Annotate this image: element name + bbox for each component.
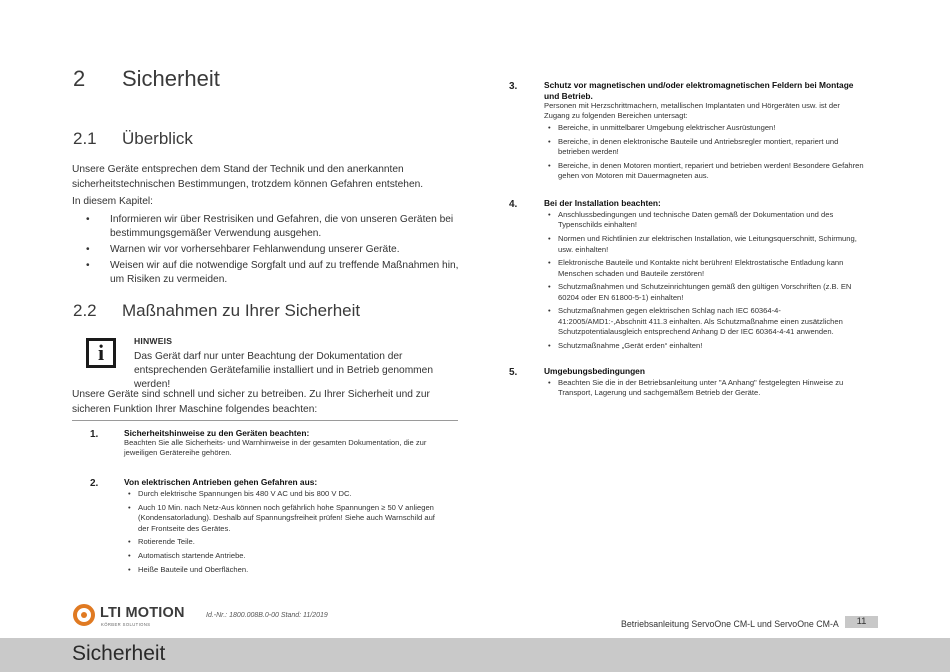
section-2-1-intro: Unsere Geräte entsprechen dem Stand der Technik und den anerkannten sicherheitstechnischen Bestimmungen, trotzdem können Gefahren entstehen. (72, 164, 424, 190)
step-list-4 (544, 210, 864, 355)
step-number-2: 2. (90, 478, 99, 489)
document-id: Id.-Nr.: 1800.008B.0-00 Stand: 11/2019 (206, 612, 328, 619)
list-item: • Weisen wir auf die notwendige Sorgfalt und auf zu treffende Maßnahmen hin, um Risiken zu vermeiden. (86, 260, 459, 286)
step-number-5: 5. (509, 367, 518, 378)
manual-title: Betriebsanleitung ServoOne CM-L und ServoOne CM-A (621, 619, 839, 629)
note-title: HINWEIS (134, 336, 173, 346)
page-number: 11 (845, 616, 878, 628)
list-item: • Automatisch startende Antriebe. (128, 550, 246, 560)
info-icon: i (86, 338, 116, 368)
list-item: • Schutzmaßnahmen und Schutzeinrichtungen gemäß den gültigen Vorschriften (z.B. EN 60204 oder EN 61800-5-1) einhalten! (548, 282, 852, 302)
list-item: • Auch 10 Min. nach Netz-Aus können noch gefährlich hohe Spannungen ≥ 50 V anliegen (Kondensatorladung). Deshalb auf Spannungsfreiheit prüfen! Siehe auch Warnschild auf der Frontseite des Gerätes. (128, 502, 435, 533)
logo-name: LTI MOTION (100, 605, 185, 621)
list-item: • Bereiche, in denen elektronische Bauteile und Antriebsregler montiert, repariert und betrieben werden! (548, 136, 839, 157)
step-list-2 (124, 489, 444, 578)
step-text-1: Beachten Sie alle Sicherheits- und Warnhinweise in der gesamten Dokumentation, die zur jeweiligen Gerätereihe gehören. (124, 438, 427, 458)
step-title-1: Sicherheitshinweise zu den Geräten beachten: (124, 428, 310, 438)
list-item: • Warnen wir vor vorhersehbarer Fehlanwendung unserer Geräte. (86, 244, 400, 256)
list-item: • Schutzmaßnahmen gegen elektrischen Schlag nach IEC 60364-4-41:2005/AMD1:-,Abschnitt 411.3 einhalten. Als Schutzmaßnahme einen zusätzlichen Schutzpotentialausgleich entsprechend Anhang D der IEC 60364-4-41 anwenden. (548, 306, 843, 337)
step-title-5: Umgebungsbedingungen (544, 366, 645, 376)
list-item: • Bereiche, in denen Motoren montiert, repariert und betrieben werden! Besondere Gefahren gehen von Motoren mit Dauermagneten aus. (548, 160, 864, 181)
step-number-4: 4. (509, 199, 518, 210)
note-text: Das Gerät darf nur unter Beachtung der Dokumentation der entsprechenden Gerätefamilie installiert und in Betrieb genommen werden! (134, 351, 434, 390)
section-title-2-2: Maßnahmen zu Ihrer Sicherheit (122, 301, 361, 320)
logo-ring-icon (73, 604, 95, 626)
step-title-3: Schutz vor magnetischen und/oder elektromagnetischen Feldern bei Montage und Betrieb. (544, 80, 854, 101)
step-title-4: Bei der Installation beachten: (544, 198, 661, 208)
section-2-2-intro: Unsere Geräte sind schnell und sicher zu betreiben. Zu Ihrer Sicherheit und zur sicheren Funktion Ihrer Maschine folgendes beachten: (72, 389, 430, 415)
logo-subtitle: KÖRBER SOLUTIONS (101, 622, 151, 627)
step-number-1: 1. (90, 429, 99, 440)
list-item: • Heiße Bauteile und Oberflächen. (128, 564, 249, 574)
chapter-number: 2 (73, 66, 86, 91)
list-item: • Beachten Sie die in der Betriebsanleitung unter "A Anhang" festgelegten Hinweise zu Transport, Lagerung und sachgemäßem Betrieb der Geräte. (548, 378, 844, 398)
list-item: • Informieren wir über Restrisiken und Gefahren, die von unseren Geräten bei bestimmungsgemäßer Verwendung ausgehen. (86, 214, 454, 239)
step-title-2: Von elektrischen Antrieben gehen Gefahren aus: (124, 477, 318, 487)
list-item: • Normen und Richtlinien zur elektrischen Installation, wie Leitungsquerschnitt, Schirmung, usw. einhalten! (548, 234, 857, 254)
footer-section-title: Sicherheit (72, 642, 166, 665)
step-list-5 (544, 378, 864, 402)
list-item: • Schutzmaßnahme „Gerät erden“ einhalten! (548, 340, 703, 350)
list-item: • Elektronische Bauteile und Kontakte nicht berühren! Elektrostatische Entladung kann Menschen schaden und Bauteile zerstören! (548, 258, 844, 278)
step-number-3: 3. (509, 81, 518, 92)
section-number-2-2: 2.2 (73, 301, 97, 320)
chapter-title: Sicherheit (122, 66, 220, 91)
list-item: • Rotierende Teile. (128, 537, 195, 547)
section-title-2-1: Überblick (122, 129, 193, 148)
step-list-3 (544, 123, 864, 185)
step-text-3: Personen mit Herzschrittmachern, metallischen Implantaten und Hörgeräten usw. ist der Zugang zu folgenden Bereichen untersagt: (544, 101, 840, 121)
list-item: • Durch elektrische Spannungen bis 480 V AC und bis 800 V DC. (128, 489, 352, 498)
section-number-2-1: 2.1 (73, 129, 97, 148)
list-item: • Anschlussbedingungen und technische Daten gemäß der Dokumentation und des Typenschilds einhalten! (548, 210, 834, 230)
divider (72, 420, 458, 421)
chapter-label: In diesem Kapitel: (72, 196, 153, 207)
chapter-bullet-list (72, 213, 464, 289)
list-item: • Bereiche, in unmittelbarer Umgebung elektrischer Ausrüstungen! (548, 123, 776, 132)
